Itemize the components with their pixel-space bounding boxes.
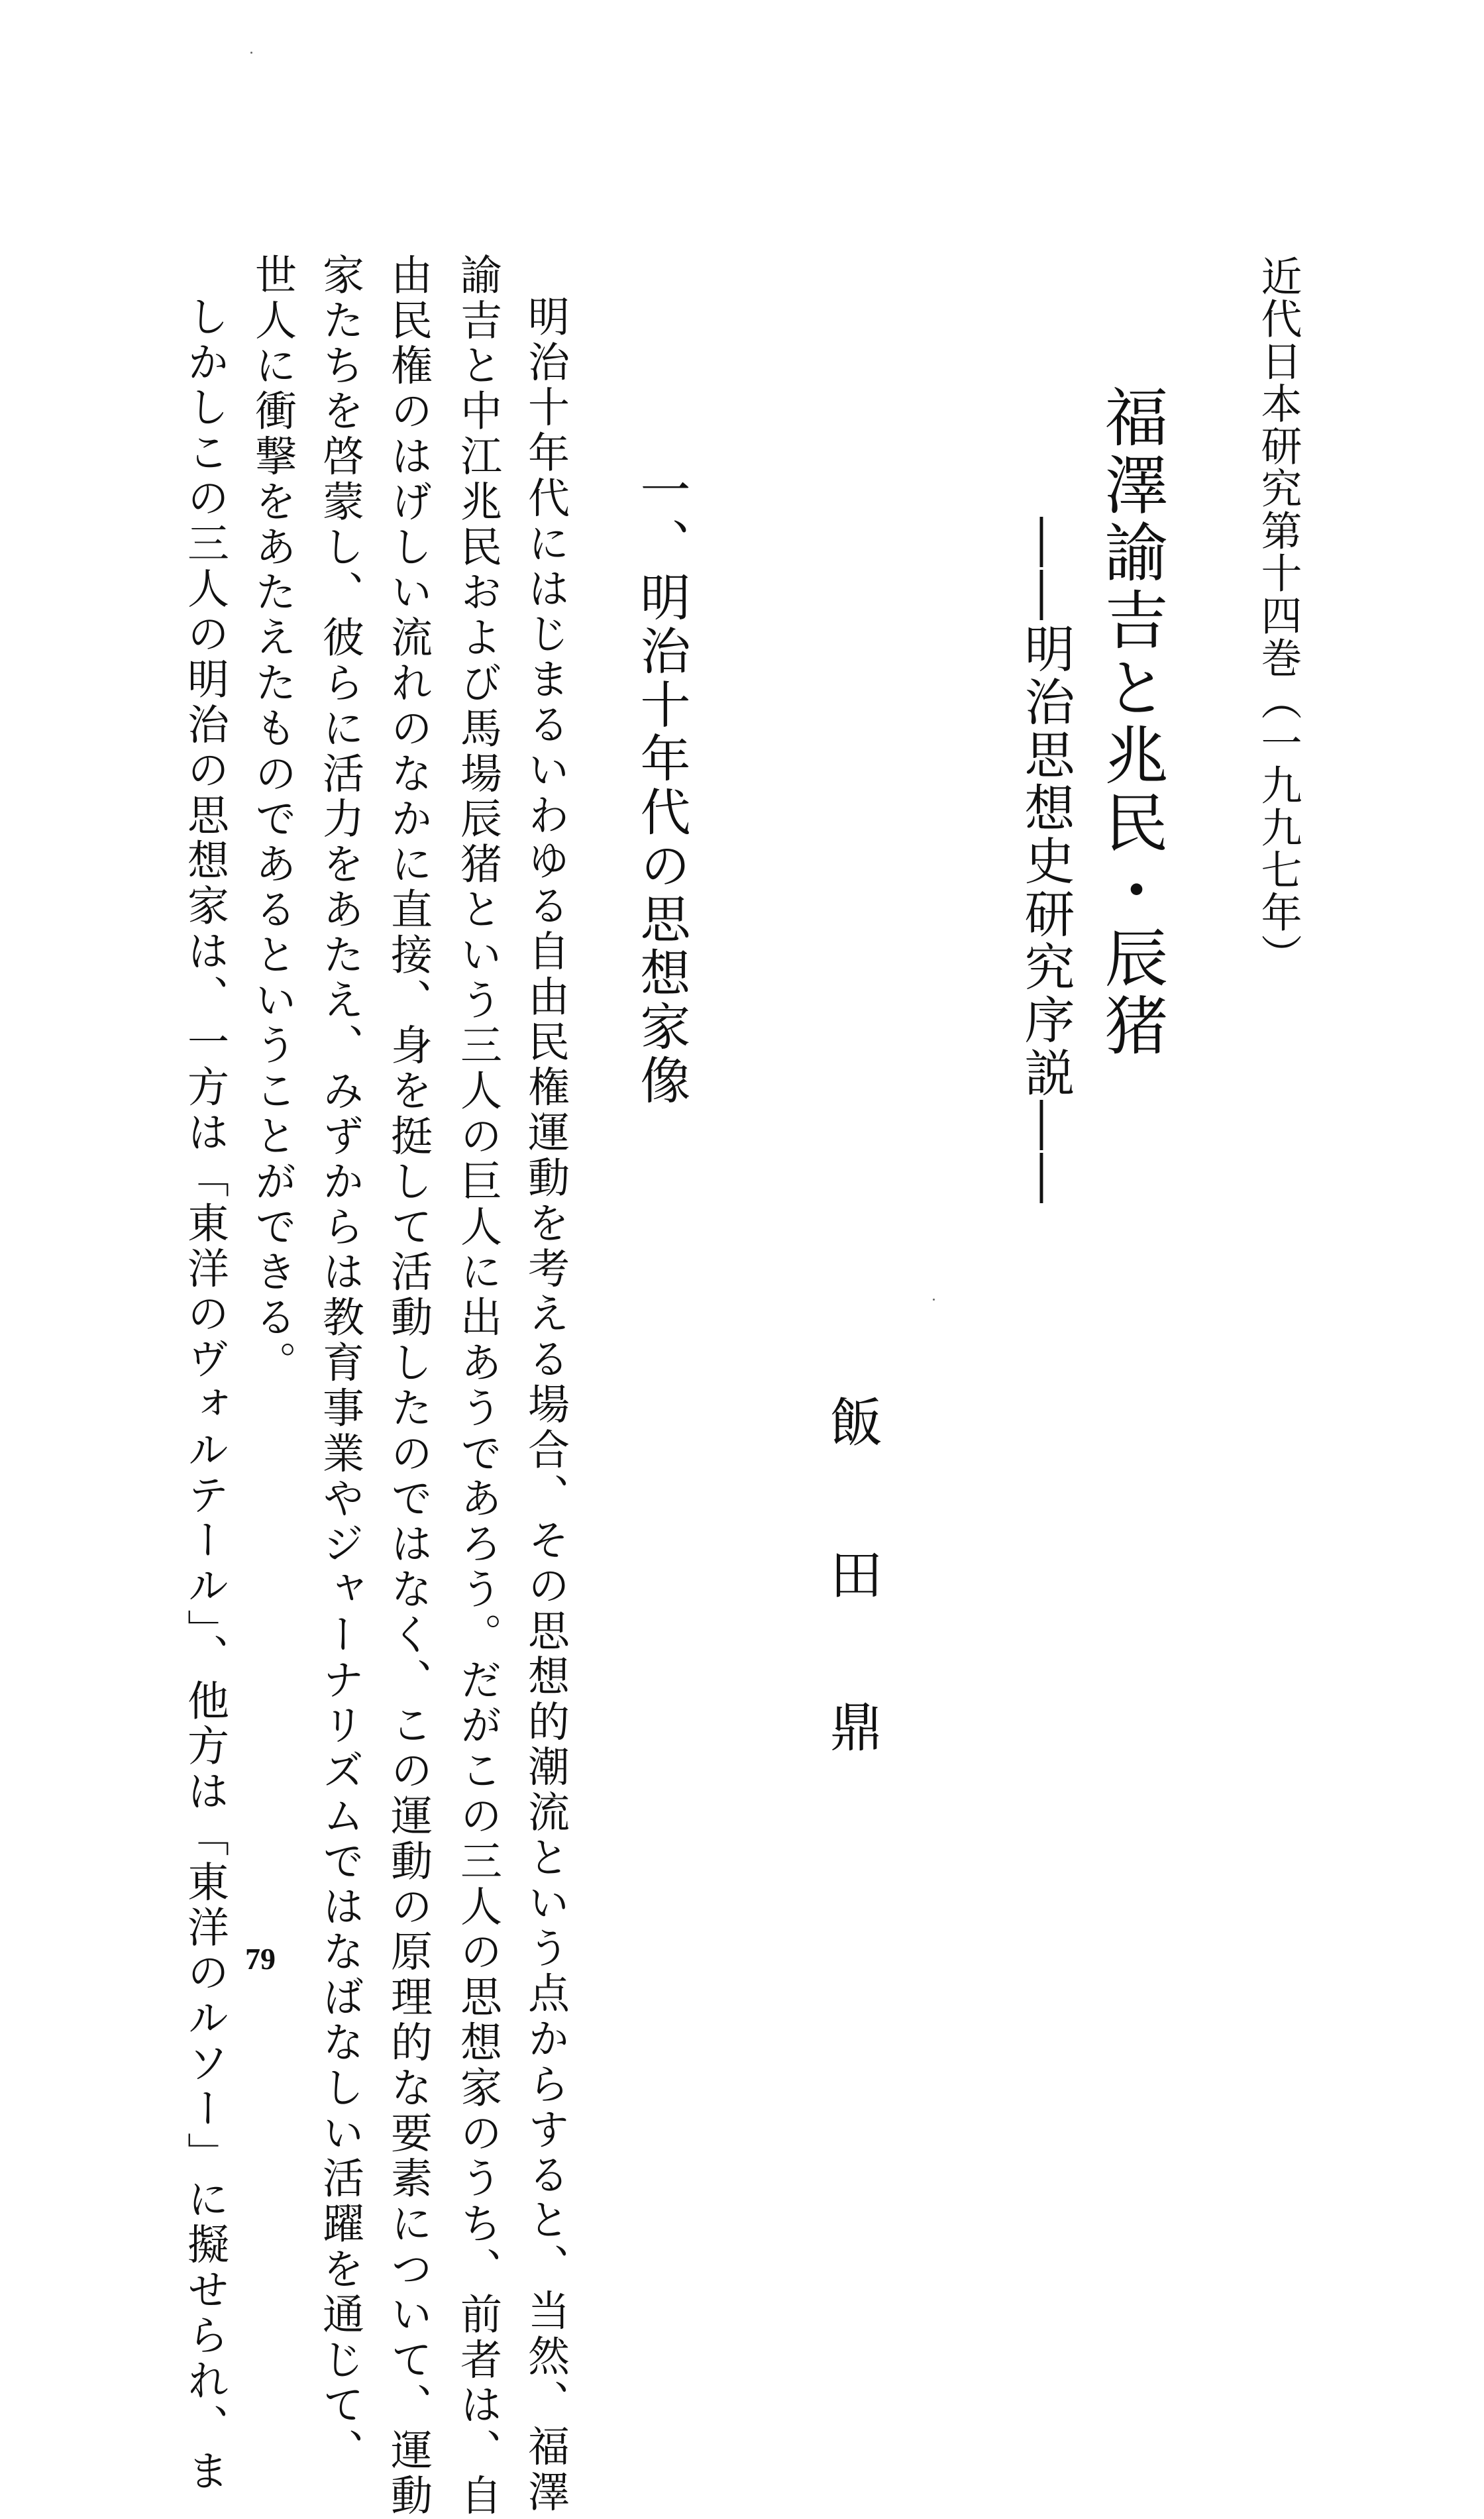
page-number: 79 xyxy=(245,1942,276,1976)
article-subtitle: ――明治思想史研究序説―― xyxy=(1016,517,1075,1206)
section-heading: 一、明治十年代の思想家像 xyxy=(632,464,691,1108)
author-name: 飯田鼎 xyxy=(821,1395,882,1852)
body-line: 明治十年代にはじまるいわゆる自由民権運動を考える場合、その思想的潮流という点からすると、当然、福澤 xyxy=(521,295,570,2516)
scan-speck xyxy=(250,52,252,54)
body-line: 由民権のはげしい流れのなかに直接、身を挺して活動したのではなく、この運動の原理的な要素について、運動 xyxy=(384,253,433,2519)
body-line: 諭吉と中江兆民および馬場辰猪という三人の巨人に出あうであろう。だがこの三人の思想家のうち、前者は、自 xyxy=(454,253,502,2519)
body-line: しかしこの三人の明治の思想家は、一方は「東洋のヴォルテール」、他方は「東洋のルソー」に擬せられ、ま xyxy=(181,295,229,2495)
body-line: 家たちを啓蒙し、彼らに活力をあたえ、みずからは教育事業やジャーナリズムではなばなしい活躍を通じて、 xyxy=(316,253,364,2474)
body-line: 世人に衝撃をあたえたものであるということができる。 xyxy=(248,253,297,1386)
scan-speck xyxy=(933,1299,935,1301)
article-title: 福澤諭吉と兆民・辰猪 xyxy=(1094,384,1169,1060)
journal-citation: 近代日本研究第十四巻（一九九七年） xyxy=(1254,255,1302,976)
